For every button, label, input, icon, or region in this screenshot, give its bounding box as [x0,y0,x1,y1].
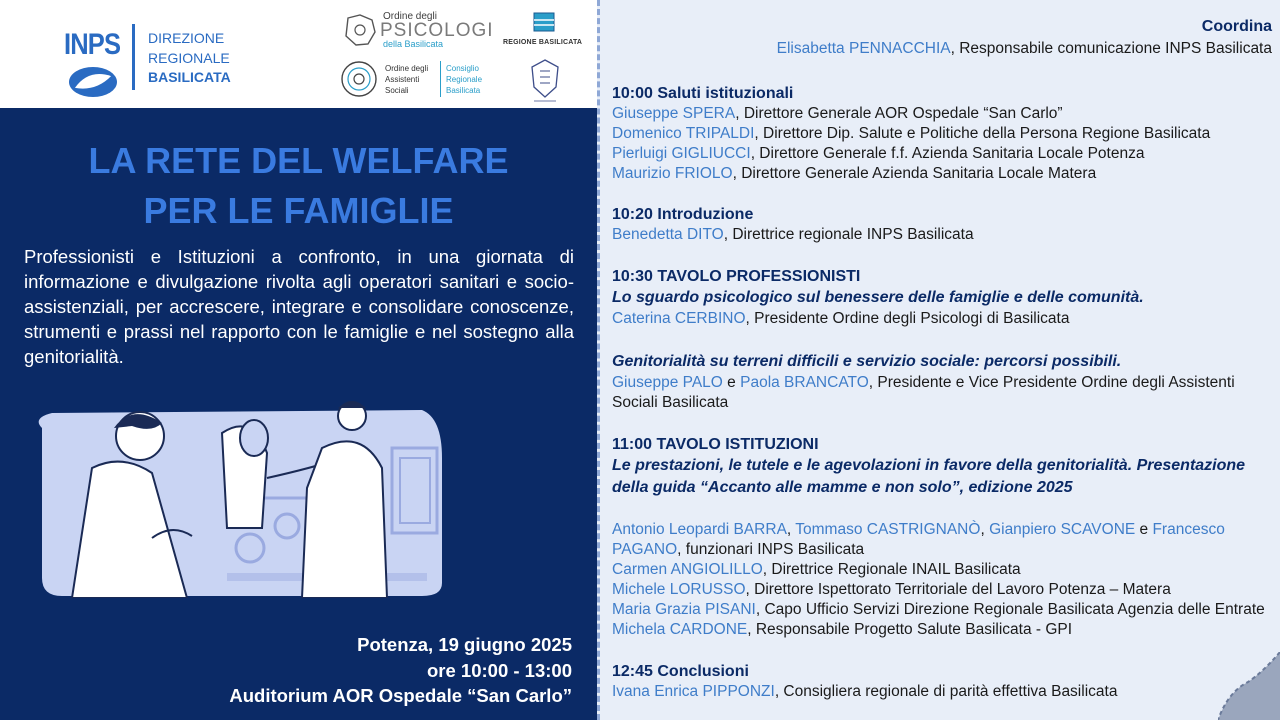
speaker-name: Tommaso CASTRIGNANÒ [795,521,981,538]
speaker-role: , Consigliera regionale di parità effettiva Basilicata [774,683,1118,700]
psicologi-big-label: PSICOLOGI [380,20,494,41]
basilicata-label: BASILICATA [148,69,231,85]
speaker-role: , Direttrice Regionale INAIL Basilicata [762,561,1021,578]
event-venue: Auditorium AOR Ospedale “San Carlo” [229,685,572,706]
speaker-name: Paola BRANCATO [740,374,869,391]
event-time: ore 10:00 - 13:00 [426,660,572,681]
separator: e [1135,521,1153,538]
speaker-name: Gianpiero SCAVONE [989,521,1136,538]
coordina-line [777,40,1272,58]
logo-divider [132,24,135,90]
speaker-name: Giuseppe SPERA [612,105,736,122]
speaker-role: , Presidente Ordine degli Psicologi di Basilicata [745,310,1070,327]
istituzioni-item [612,580,1272,600]
saluti-heading: 10:00 Saluti istituzionali [612,85,794,102]
speaker-name: Caterina CERBINO [612,310,746,327]
separator: , [786,521,796,538]
direzione-label: DIREZIONE [148,30,225,46]
conjunction: e [722,374,741,391]
professionisti-block-2 [612,351,1272,413]
speaker-name: PAGANO [612,541,678,558]
saluti-item [612,164,1272,184]
saluti-block [612,84,1272,184]
istituzioni-group-1 [612,520,1272,540]
title-line-1: LA RETE DEL WELFARE [88,140,509,181]
istituzioni-item [612,620,1272,640]
speaker-name: Ivana Enrica PIPPONZI [612,683,775,700]
speaker-role: , Direttore Generale AOR Ospedale “San Carlo” [735,105,1063,122]
speaker-name: Antonio Leopardi BARRA [612,521,787,538]
speaker-name: Pierluigi GIGLIUCCI [612,145,751,162]
speaker-name: Giuseppe PALO [612,374,723,391]
event-date: Potenza, 19 giugno 2025 [357,634,572,655]
inps-logo-text: INPS [64,28,121,61]
speaker-name: Francesco [1152,521,1225,538]
speaker-name: Benedetta DITO [612,226,724,243]
speaker-name: Michela CARDONE [612,621,748,638]
coordina-name: Elisabetta PENNACCHIA [776,40,951,57]
speaker-name: Michele LORUSSO [612,581,746,598]
speaker-role: , funzionari INPS Basilicata [677,541,865,558]
regionale-label: REGIONALE [148,50,230,66]
speaker-role: , Direttrice regionale INPS Basilicata [723,226,974,243]
istituzioni-block [612,435,1272,499]
psicologi-sub-label: della Basilicata [383,39,444,49]
conclusioni-heading: 12:45 Conclusioni [612,663,749,680]
aor-crest-icon [528,57,562,103]
saluti-item [612,104,1272,124]
speaker-role: , Direttore Generale Azienda Sanitaria Locale Matera [732,165,1097,182]
family-illustration [22,398,447,598]
regione-crest-icon [533,12,555,36]
coordina-role: , Responsabile comunicazione INPS Basilicata [950,40,1272,57]
istituzioni-topic-1: Le prestazioni, le tutele e le agevolazioni in favore della genitorialità. Presentazione [612,457,1246,474]
conclusioni-item [612,682,1272,702]
assistenti-label: Ordine degli Assistenti Sociali [385,64,429,95]
coordina-title: Coordina [1201,18,1272,35]
professionisti-heading: 10:30 TAVOLO PROFESSIONISTI [612,268,861,285]
intro-text: Professionisti e Istituzioni a confronto, in una giornata di informazione e divulgazione rivolta agli operatori sanitari e socio-assistenziali, per accrescere, integrare e consolidare conoscenze, strumenti e prassi nel rapporto con le famiglie e nel sostegno alla genitorialità. [24,246,574,367]
professionisti-topic-1: Lo sguardo psicologico sul benessere delle famiglie e delle comunità. [612,289,1144,306]
psicologi-small-label: Ordine degli [383,11,437,22]
saluti-item [612,124,1272,144]
istituzioni-item [612,560,1272,580]
assistenti-sociali-logo-icon [340,60,378,98]
professionisti-block [612,267,1272,329]
istituzioni-topic-2: della guida “Accanto alle mamme e non solo”, edizione 2025 [612,479,1073,496]
professionisti-speaker-2 [612,373,1272,393]
professionisti-speaker-1 [612,309,1272,329]
speaker-role: , Capo Ufficio Servizi Direzione Regionale Basilicata Agenzia delle Entrate [755,601,1265,618]
introduzione-heading: 10:20 Introduzione [612,206,754,223]
page-curl-decoration [1218,652,1280,720]
conclusioni-block [612,662,1272,702]
oas-divider [440,61,441,97]
speaker-name: Carmen ANGIOLILLO [612,561,763,578]
separator: , [980,521,990,538]
speaker-name: Maurizio FRIOLO [612,165,733,182]
introduzione-item [612,225,1272,245]
left-panel [0,0,597,720]
logo-bar [0,0,597,108]
basilicata-map-icon [342,12,378,48]
consiglio-label: Consiglio Regionale Basilicata [446,64,483,95]
professionisti-topic-2: Genitorialità su terreni difficili e servizio sociale: percorsi possibili. [612,353,1122,370]
introduzione-block [612,205,1272,245]
istituzioni-speakers [612,520,1272,640]
program-panel [597,0,1280,720]
saluti-item [612,144,1272,164]
istituzioni-item [612,600,1272,620]
speaker-name: Domenico TRIPALDI [612,125,755,142]
istituzioni-group-2 [612,540,1272,560]
speaker-role: , Direttore Dip. Salute e Politiche della Persona Regione Basilicata [754,125,1211,142]
istituzioni-heading: 11:00 TAVOLO ISTITUZIONI [612,436,819,453]
speaker-role: , Direttore Ispettorato Territoriale del Lavoro Potenza – Matera [745,581,1171,598]
speaker-role: , Direttore Generale f.f. Azienda Sanitaria Locale Potenza [750,145,1145,162]
speaker-role: , Presidente e Vice Presidente Ordine degli Assistenti [868,374,1235,391]
speaker-name: Maria Grazia PISANI [612,601,756,618]
professionisti-speaker-2-cont: Sociali Basilicata [612,394,729,411]
speaker-role: , Responsabile Progetto Salute Basilicata - GPI [747,621,1073,638]
title-line-2: PER LE FAMIGLIE [143,190,454,231]
regione-label: REGIONE BASILICATA [503,39,583,46]
